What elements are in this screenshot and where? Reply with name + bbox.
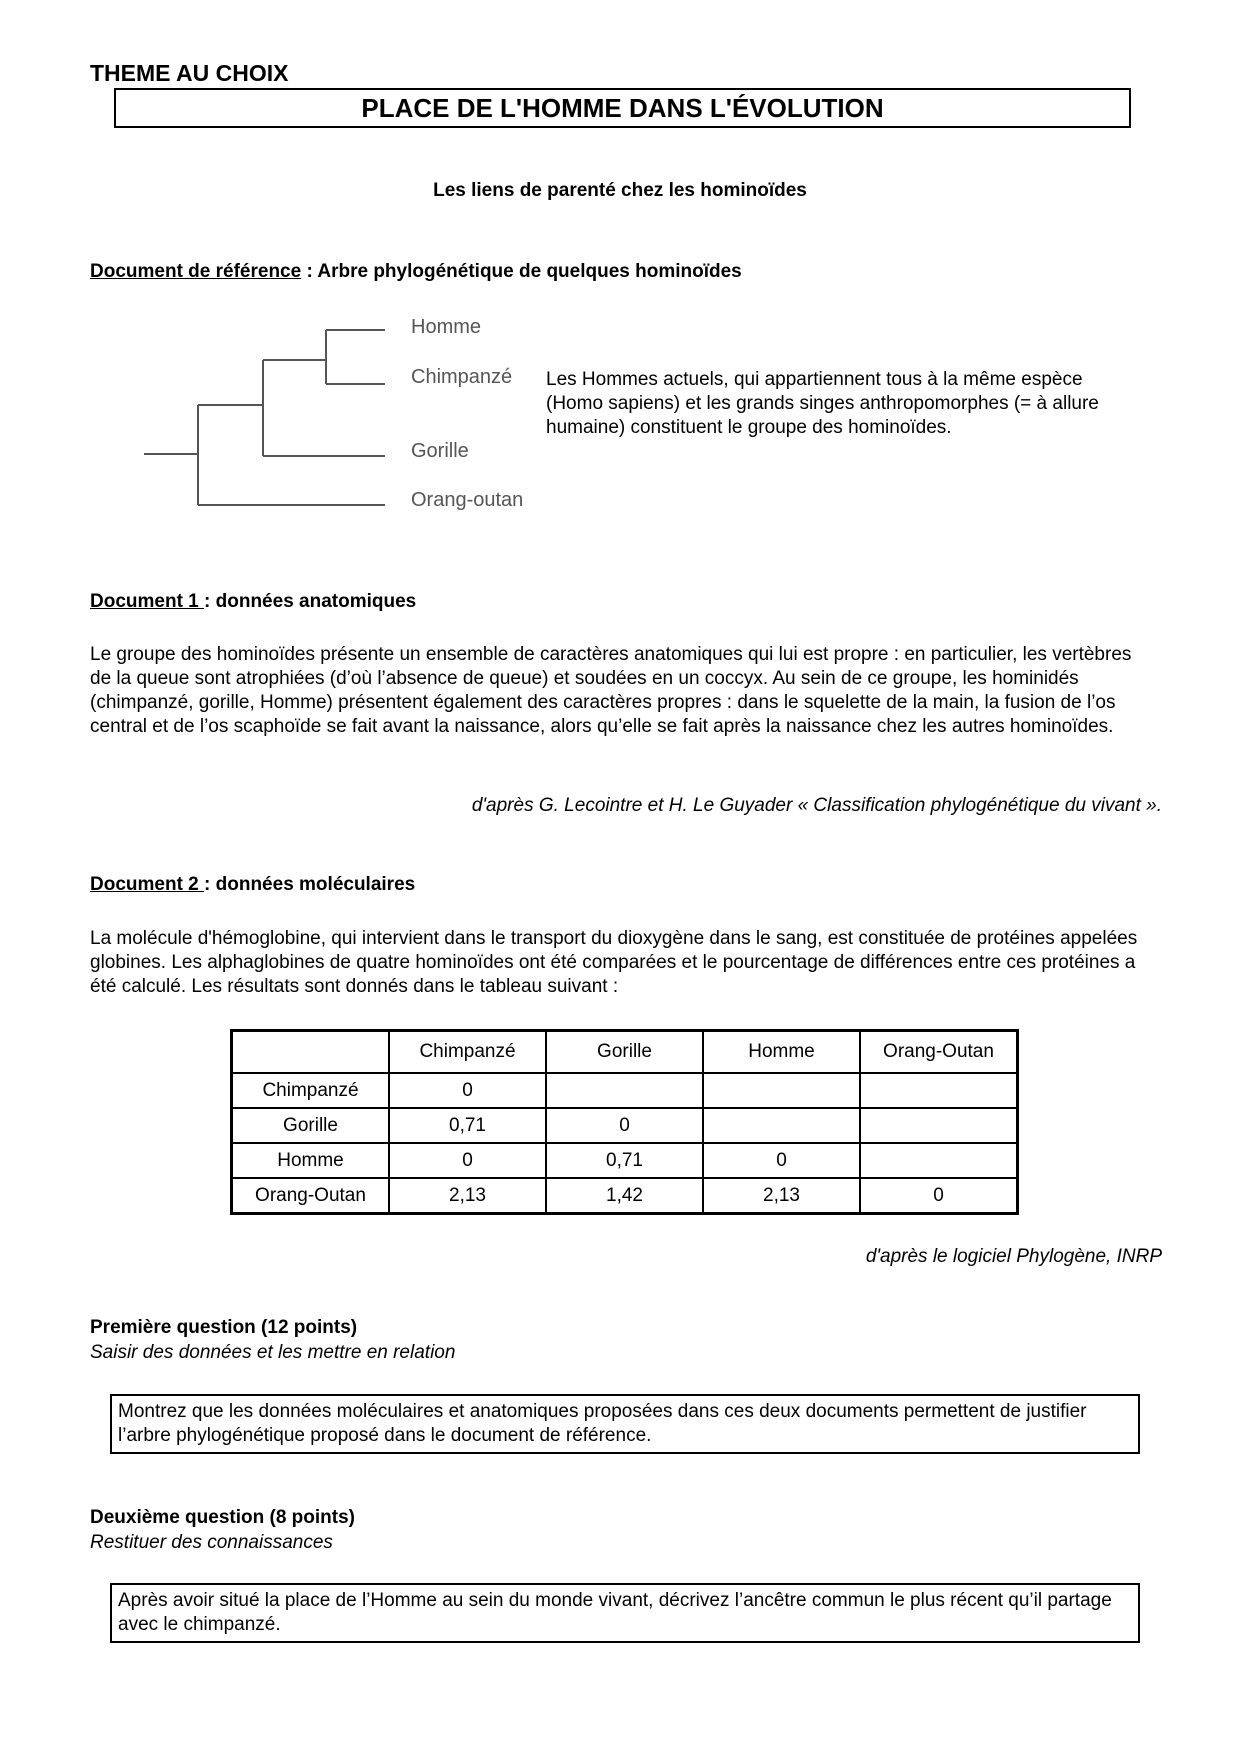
table-cell: 0,71 (546, 1143, 703, 1178)
table-header-cell: Chimpanzé (389, 1031, 546, 1074)
doc1-label: Document 1 (90, 591, 205, 612)
table-cell: 0 (860, 1178, 1018, 1214)
q2-box: Après avoir situé la place de l’Homme au sein du monde vivant, décrivez l’ancêtre commun le plus récent qu’il partage avec le chimpanzé. (110, 1583, 1140, 1643)
tree-label-gorille: Gorille (411, 440, 469, 462)
table-cell (860, 1108, 1018, 1143)
doc2-heading (90, 873, 415, 897)
q2-title: Deuxième question (8 points) (90, 1507, 355, 1528)
table-row (232, 1178, 1018, 1214)
table-header-cell: Gorille (546, 1031, 703, 1074)
tree-label-chimpanze: Chimpanzé (411, 366, 513, 388)
table-cell (546, 1073, 703, 1108)
doc-ref-title: : Arbre phylogénétique de quelques hominoïdes (301, 261, 742, 282)
table-cell: 0,71 (389, 1108, 546, 1143)
table-cell (860, 1073, 1018, 1108)
tree-branches (144, 330, 385, 505)
table-row (232, 1143, 1018, 1178)
theme-heading: THEME AU CHOIX (90, 60, 289, 86)
q1-title: Première question (12 points) (90, 1317, 358, 1338)
tree-label-homme: Homme (411, 316, 482, 338)
table-cell: Orang-Outan (232, 1178, 390, 1214)
table-header-cell: Homme (703, 1031, 860, 1074)
table-cell: Homme (232, 1143, 390, 1178)
doc1-heading (90, 590, 416, 614)
table-header-cell (232, 1031, 390, 1074)
tree-label-orang-outan: Orang-outan (411, 489, 524, 511)
table-header-cell: Orang-Outan (860, 1031, 1018, 1074)
q1-subtitle: Saisir des données et les mettre en relation (90, 1342, 456, 1363)
table-cell: 0 (389, 1073, 546, 1108)
doc1-text: Le groupe des hominoïdes présente un ensemble de caractères anatomiques qui lui est propre : en particulier, les vertèbres de la queue sont atrophiées (d’où l’absence de queue) et soudées en un coccyx. Au sein de ce groupe, les hominidés (chimpanzé, gorille, Homme) présentent également des caractères propres : dans le squelette de la main, la fusion de l’os central et de l’os scaphoïde se fait avant la naissance, alors qu’elle se fait après la naissance chez les autres hominoïdes. (90, 644, 1132, 737)
doc-ref-description: Les Hommes actuels, qui appartiennent tous à la même espèce (Homo sapiens) et les grands singes anthropomorphes (= à allure humaine) constituent le groupe des hominoïdes. (546, 369, 1099, 438)
page-title: PLACE DE L'HOMME DANS L'ÉVOLUTION (114, 88, 1131, 128)
table-cell: 0 (389, 1143, 546, 1178)
q2-subtitle: Restituer des connaissances (90, 1532, 333, 1553)
doc2-title: : données moléculaires (204, 874, 416, 895)
page-subtitle: Les liens de parenté chez les hominoïdes (433, 180, 807, 201)
globin-difference-table (230, 1029, 1019, 1215)
doc1-source: d'après G. Lecointre et H. Le Guyader « Classification phylogénétique du vivant ». (471, 795, 1162, 816)
table-cell (703, 1073, 860, 1108)
table-cell: 2,13 (389, 1178, 546, 1214)
table-cell (703, 1108, 860, 1143)
table-cell: 0 (546, 1108, 703, 1143)
doc1-title: : données anatomiques (204, 591, 417, 612)
table-row (232, 1108, 1018, 1143)
doc2-text: La molécule d'hémoglobine, qui intervient dans le transport du dioxygène dans le sang, est constituée de protéines appelées globines. Les alphaglobines de quatre hominoïdes ont été comparées et le pourcentage de différences entre ces protéines a été calculé. Les résultats sont donnés dans le tableau suivant : (90, 928, 1138, 997)
doc-ref-heading (90, 260, 742, 284)
table-cell: 0 (703, 1143, 860, 1178)
table-cell: 2,13 (703, 1178, 860, 1214)
table-header-row (232, 1031, 1018, 1074)
doc-ref-label: Document de référence (90, 261, 302, 282)
q1-box: Montrez que les données moléculaires et anatomiques proposées dans ces deux documents permettent de justifier l’arbre phylogénétique proposé dans le document de référence. (110, 1394, 1140, 1454)
table-cell (860, 1143, 1018, 1178)
table-row (232, 1073, 1018, 1108)
table-cell: 1,42 (546, 1178, 703, 1214)
table-cell: Chimpanzé (232, 1073, 390, 1108)
table-cell: Gorille (232, 1108, 390, 1143)
doc2-source: d'après le logiciel Phylogène, INRP (865, 1246, 1162, 1267)
doc2-label: Document 2 (90, 874, 205, 895)
